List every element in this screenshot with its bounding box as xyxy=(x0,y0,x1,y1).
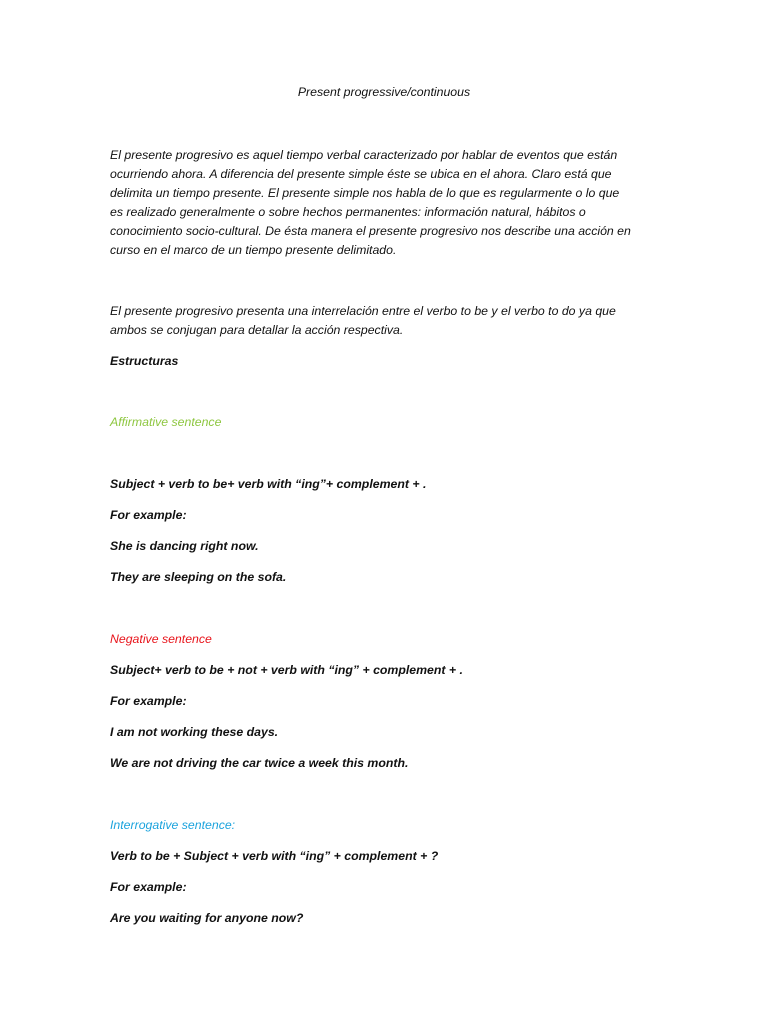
negative-heading: Negative sentence xyxy=(110,632,212,646)
negative-example: We are not driving the car twice a week this month. xyxy=(110,756,409,770)
affirmative-formula: Subject + verb to be+ verb with “ing”+ complement + . xyxy=(110,477,427,491)
intro-line: curso en el marco de un tiempo presente delimitado. xyxy=(110,243,397,257)
interrogative-formula: Verb to be + Subject + verb with “ing” + complement + ? xyxy=(110,849,439,863)
relation-line: El presente progresivo presenta una interrelación entre el verbo to be y el verbo to do ya que xyxy=(110,304,616,318)
negative-example: I am not working these days. xyxy=(110,725,279,739)
affirmative-example: They are sleeping on the sofa. xyxy=(110,570,287,584)
relation-paragraph xyxy=(110,302,670,340)
affirmative-example: She is dancing right now. xyxy=(110,539,259,553)
structures-heading: Estructuras xyxy=(110,354,179,368)
intro-line: es realizado generalmente o sobre hechos permanentes: información natural, hábitos o xyxy=(110,205,586,219)
intro-line: El presente progresivo es aquel tiempo verbal caracterizado por hablar de eventos que están xyxy=(110,148,618,162)
affirmative-example-label: For example: xyxy=(110,508,187,522)
affirmative-heading: Affirmative sentence xyxy=(110,415,222,429)
relation-line: ambos se conjugan para detallar la acción respectiva. xyxy=(110,323,404,337)
intro-line: ocurriendo ahora. A diferencia del presente simple éste se ubica en el ahora. Claro está que xyxy=(110,167,612,181)
negative-example-label: For example: xyxy=(110,694,187,708)
intro-paragraph xyxy=(110,146,670,260)
document-title: Present progressive/continuous xyxy=(297,85,471,99)
intro-line: conocimiento socio-cultural. De ésta manera el presente progresivo nos describe una acción en xyxy=(110,224,631,238)
negative-formula: Subject+ verb to be + not + verb with “ing” + complement + . xyxy=(110,663,463,677)
interrogative-example-label: For example: xyxy=(110,880,187,894)
interrogative-example: Are you waiting for anyone now? xyxy=(110,911,304,925)
intro-line: delimita un tiempo presente. El presente simple nos habla de lo que es regularmente o lo que xyxy=(110,186,620,200)
interrogative-heading: Interrogative sentence: xyxy=(110,818,236,832)
